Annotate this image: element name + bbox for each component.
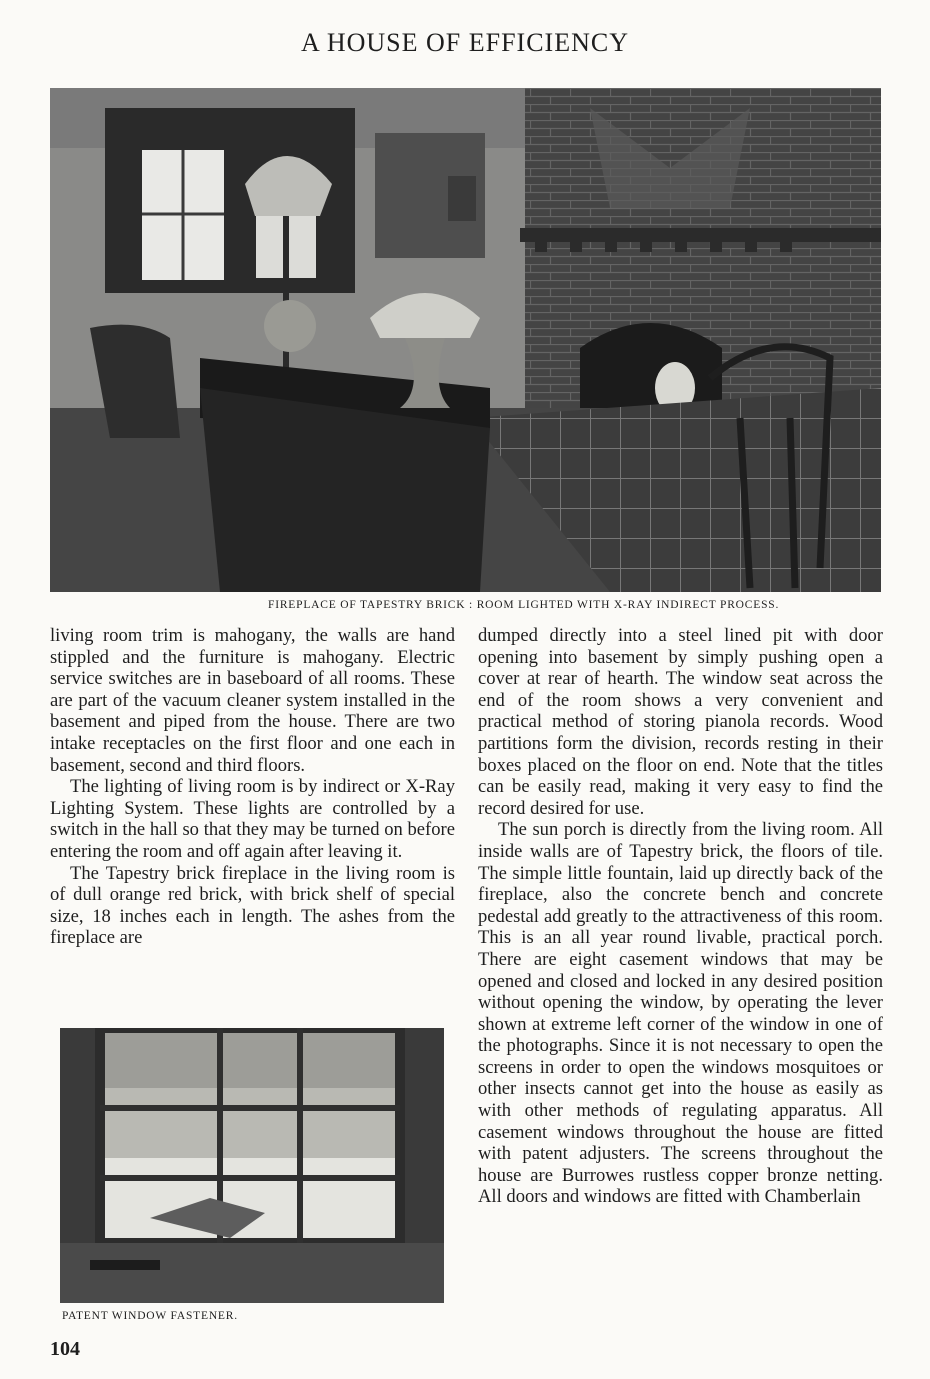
running-head: A HOUSE OF EFFICIENCY [301, 28, 629, 57]
left-column [50, 625, 455, 949]
page-number: 104 [50, 1338, 80, 1360]
small-photo-caption: PATENT WINDOW FASTENER. [62, 1310, 238, 1322]
paragraph: dumped directly into a steel lined pit with door opening into basement by simply pushing open a cover at rear of hearth. The window seat across the end of the room shows a very convenient and practical method of storing pianola records. Wood partitions form the division, records resting in their boxes placed on the floor on end. Note that the titles can be easily read, making it very easy to find the record desired for use. [478, 625, 883, 819]
right-column [478, 625, 883, 1208]
paragraph: living room trim is mahogany, the walls are hand stippled and the furniture is mahogany. Electric service switches are in baseboard of all rooms. These are part of the vacuum cleaner system installed in the basement and piped from the house. There are two intake receptacles on the first floor and one each in basement, second and third floors. [50, 625, 455, 776]
paragraph: The lighting of living room is by indirect or X-Ray Lighting System. These lights are controlled by a switch in the hall so that they may be turned on before entering the room and off again after leaving it. [50, 776, 455, 862]
fireplace-room-photo [50, 88, 881, 592]
main-photo-caption: FIREPLACE OF TAPESTRY BRICK : ROOM LIGHTED WITH X-RAY INDIRECT PROCESS. [268, 599, 780, 611]
paragraph: The Tapestry brick fireplace in the living room is of dull orange red brick, with brick shelf of special size, 18 inches each in length. The ashes from the fireplace are [50, 862, 455, 949]
paragraph: The sun porch is directly from the living room. All inside walls are of Tapestry brick, the floors of tile. The simple little fountain, laid up directly back of the fireplace, also the concrete bench and concrete pedestal add greatly to the attractiveness of this room. This is an all year round livable, practical porch. There are eight casement windows that may be opened and closed and locked in any desired position without opening the window, by operating the lever shown at extreme left corner of the window in one of the photographs. Since it is not necessary to open the screens in order to open the windows mosquitoes or other insects cannot get into the house as easily as with other methods of regulating apparatus. All casement windows throughout the house are fitted with patent adjusters. The screens throughout the house are Burrowes rustless copper bronze netting. All doors and windows are fitted with Chamberlain [478, 819, 883, 1208]
window-fastener-photo [60, 1028, 444, 1303]
